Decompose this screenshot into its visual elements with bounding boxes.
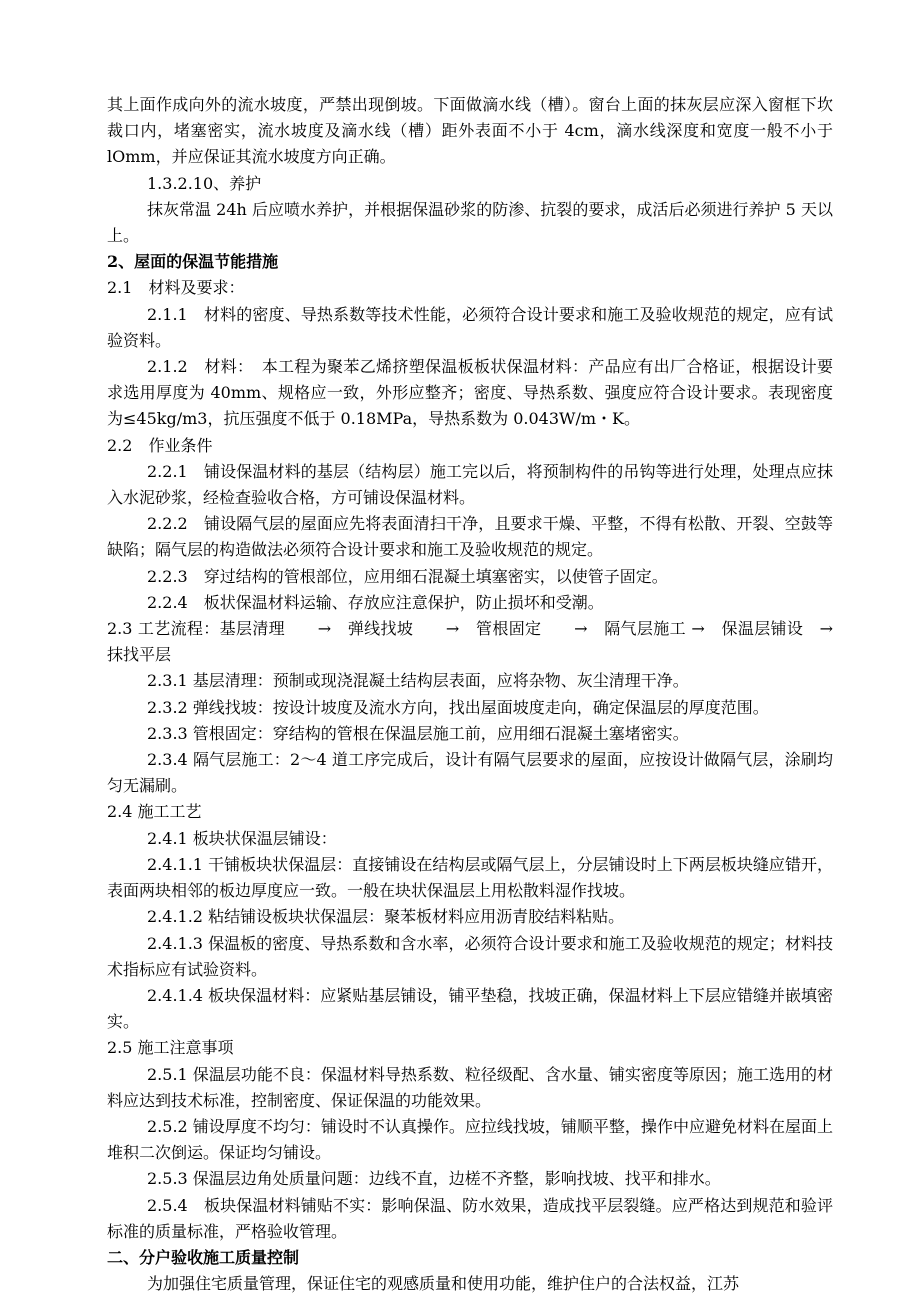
paragraph-2-4-1: 2.4.1 板块状保温层铺设： xyxy=(147,828,337,848)
paragraph-2-5-3: 2.5.3 保温层边角处质量问题：边线不直，边槎不齐整，影响找坡、找平和排水。 xyxy=(147,1169,721,1189)
paragraph-2-4-1-1: 2.4.1.1 干铺板块状保温层：直接铺设在结构层或隔气层上，分层铺设时上下两层板块缝应错开，表面两块相邻的板边厚度应一致。一般在块状保温层上用松散料湿作找坡。 xyxy=(107,854,833,901)
paragraph-2-5-1: 2.5.1 保温层功能不良：保温材料导热系数、粒径级配、含水量、铺实密度等原因；施工选用的材料应达到技术标准，控制密度、保证保温的功能效果。 xyxy=(107,1064,833,1110)
paragraph-2-4-1-3: 2.4.1.3 保温板的密度、导热系数和含水率，必须符合设计要求和施工及验收规范的规定；材料技术指标应有试验资料。 xyxy=(107,933,833,979)
subheading-precautions: 2.5 施工注意事项 xyxy=(107,1038,234,1058)
paragraph-2-5-4: 2.5.4 板块保温材料铺贴不实：影响保温、防水效果，造成找平层裂缝。应严格达到规范和验评标准的质量标准，严格验收管理。 xyxy=(107,1195,833,1241)
paragraph-curing: 抹灰常温 24h 后应喷水养护，并根据保温砂浆的防渗、抗裂的要求，成活后必须进行养护 5 天以上。 xyxy=(107,199,833,246)
section-heading-roof-insulation: 2、屋面的保温节能措施 xyxy=(107,252,279,272)
subheading-construction-process: 2.4 施工工艺 xyxy=(107,802,202,822)
paragraph-2-3-1: 2.3.1 基层清理：预制或现浇混凝土结构层表面，应将杂物、灰尘清理干净。 xyxy=(147,671,689,691)
paragraph-2-1-1: 2.1.1 材料的密度、导热系数等技术性能，必须符合设计要求和施工及验收规范的规定，应有试验资料。 xyxy=(107,304,833,350)
paragraph-2-2-3: 2.2.3 穿过结构的管根部位，应用细石混凝土填塞密实，以使管子固定。 xyxy=(147,566,668,586)
paragraph-2-2-4: 2.2.4 板状保温材料运输、存放应注意保护，防止损坏和受潮。 xyxy=(147,592,604,612)
paragraph-window-sill-continued: 其上面作成向外的流水坡度，严禁出现倒坡。下面做滴水线（槽）。窗台上面的抹灰层应深入窗框下坎裁口内，堵塞密实，流水坡度及滴水线（槽）距外表面不小于 4cm，滴水线深度和宽度一般不小于 lOmm，并应保证其流水坡度方向正确。 xyxy=(107,95,833,167)
section-heading-quality-control: 二、分户验收施工质量控制 xyxy=(107,1247,300,1267)
paragraph-2-2-1: 2.2.1 铺设保温材料的基层（结构层）施工完以后，将预制构件的吊钩等进行处理，处理点应抹入水泥砂浆，经检查验收合格，方可铺设保温材料。 xyxy=(107,461,833,508)
document-page xyxy=(107,92,850,1297)
paragraph-2-2-2: 2.2.2 铺设隔气层的屋面应先将表面清扫干净，且要求干燥、平整，不得有松散、开裂、空鼓等缺陷；隔气层的构造做法必须符合设计要求和施工及验收规范的规定。 xyxy=(107,514,833,560)
paragraph-2-3-3: 2.3.3 管根固定：穿结构的管根在保温层施工前，应用细石混凝土塞堵密实。 xyxy=(147,723,689,743)
paragraph-2-5-2: 2.5.2 铺设厚度不均匀：铺设时不认真操作。应拉线找坡，铺顺平整，操作中应避免材料在屋面上堆积二次倒运。保证均匀铺设。 xyxy=(107,1116,833,1163)
subheading-work-conditions: 2.2 作业条件 xyxy=(107,435,213,455)
paragraph-2-1-2: 2.1.2 材料： 本工程为聚苯乙烯挤塑保温板板状保温材料：产品应有出厂合格证，根据设计要求选用厚度为 40mm、规格应一致，外形应整齐；密度、导热系数、强度应符合设计要求。表现密度为≤45kg/m3，抗压强度不低于 0.18MPa，导热系数为 0.043W/m・K。 xyxy=(107,357,833,429)
subheading-materials: 2.1 材料及要求： xyxy=(107,278,245,298)
paragraph-2-3-2: 2.3.2 弹线找坡：按设计坡度及流水方向，找出屋面坡度走向，确定保温层的厚度范围。 xyxy=(147,697,769,717)
paragraph-2-3-4: 2.3.4 隔气层施工：2～4 道工序完成后，设计有隔气层要求的屋面，应按设计做隔气层，涂刷均匀无漏刷。 xyxy=(107,750,833,796)
paragraph-process-flow: 2.3 工艺流程：基层清理 → 弹线找坡 → 管根固定 → 隔气层施工 → 保温层铺设 → 抹找平层 xyxy=(107,619,850,665)
heading-curing: 1.3.2.10、养护 xyxy=(147,173,262,193)
paragraph-2-4-1-4: 2.4.1.4 板块保温材料：应紧贴基层铺设，铺平垫稳，找坡正确，保温材料上下层应错缝并嵌填密实。 xyxy=(107,985,833,1032)
paragraph-2-4-1-2: 2.4.1.2 粘结铺设板块状保温层：聚苯板材料应用沥青胶结料粘贴。 xyxy=(147,907,625,927)
paragraph-quality-intro: 为加强住宅质量管理，保证住宅的观感质量和使用功能，维护住户的合法权益，江苏 xyxy=(147,1274,740,1294)
